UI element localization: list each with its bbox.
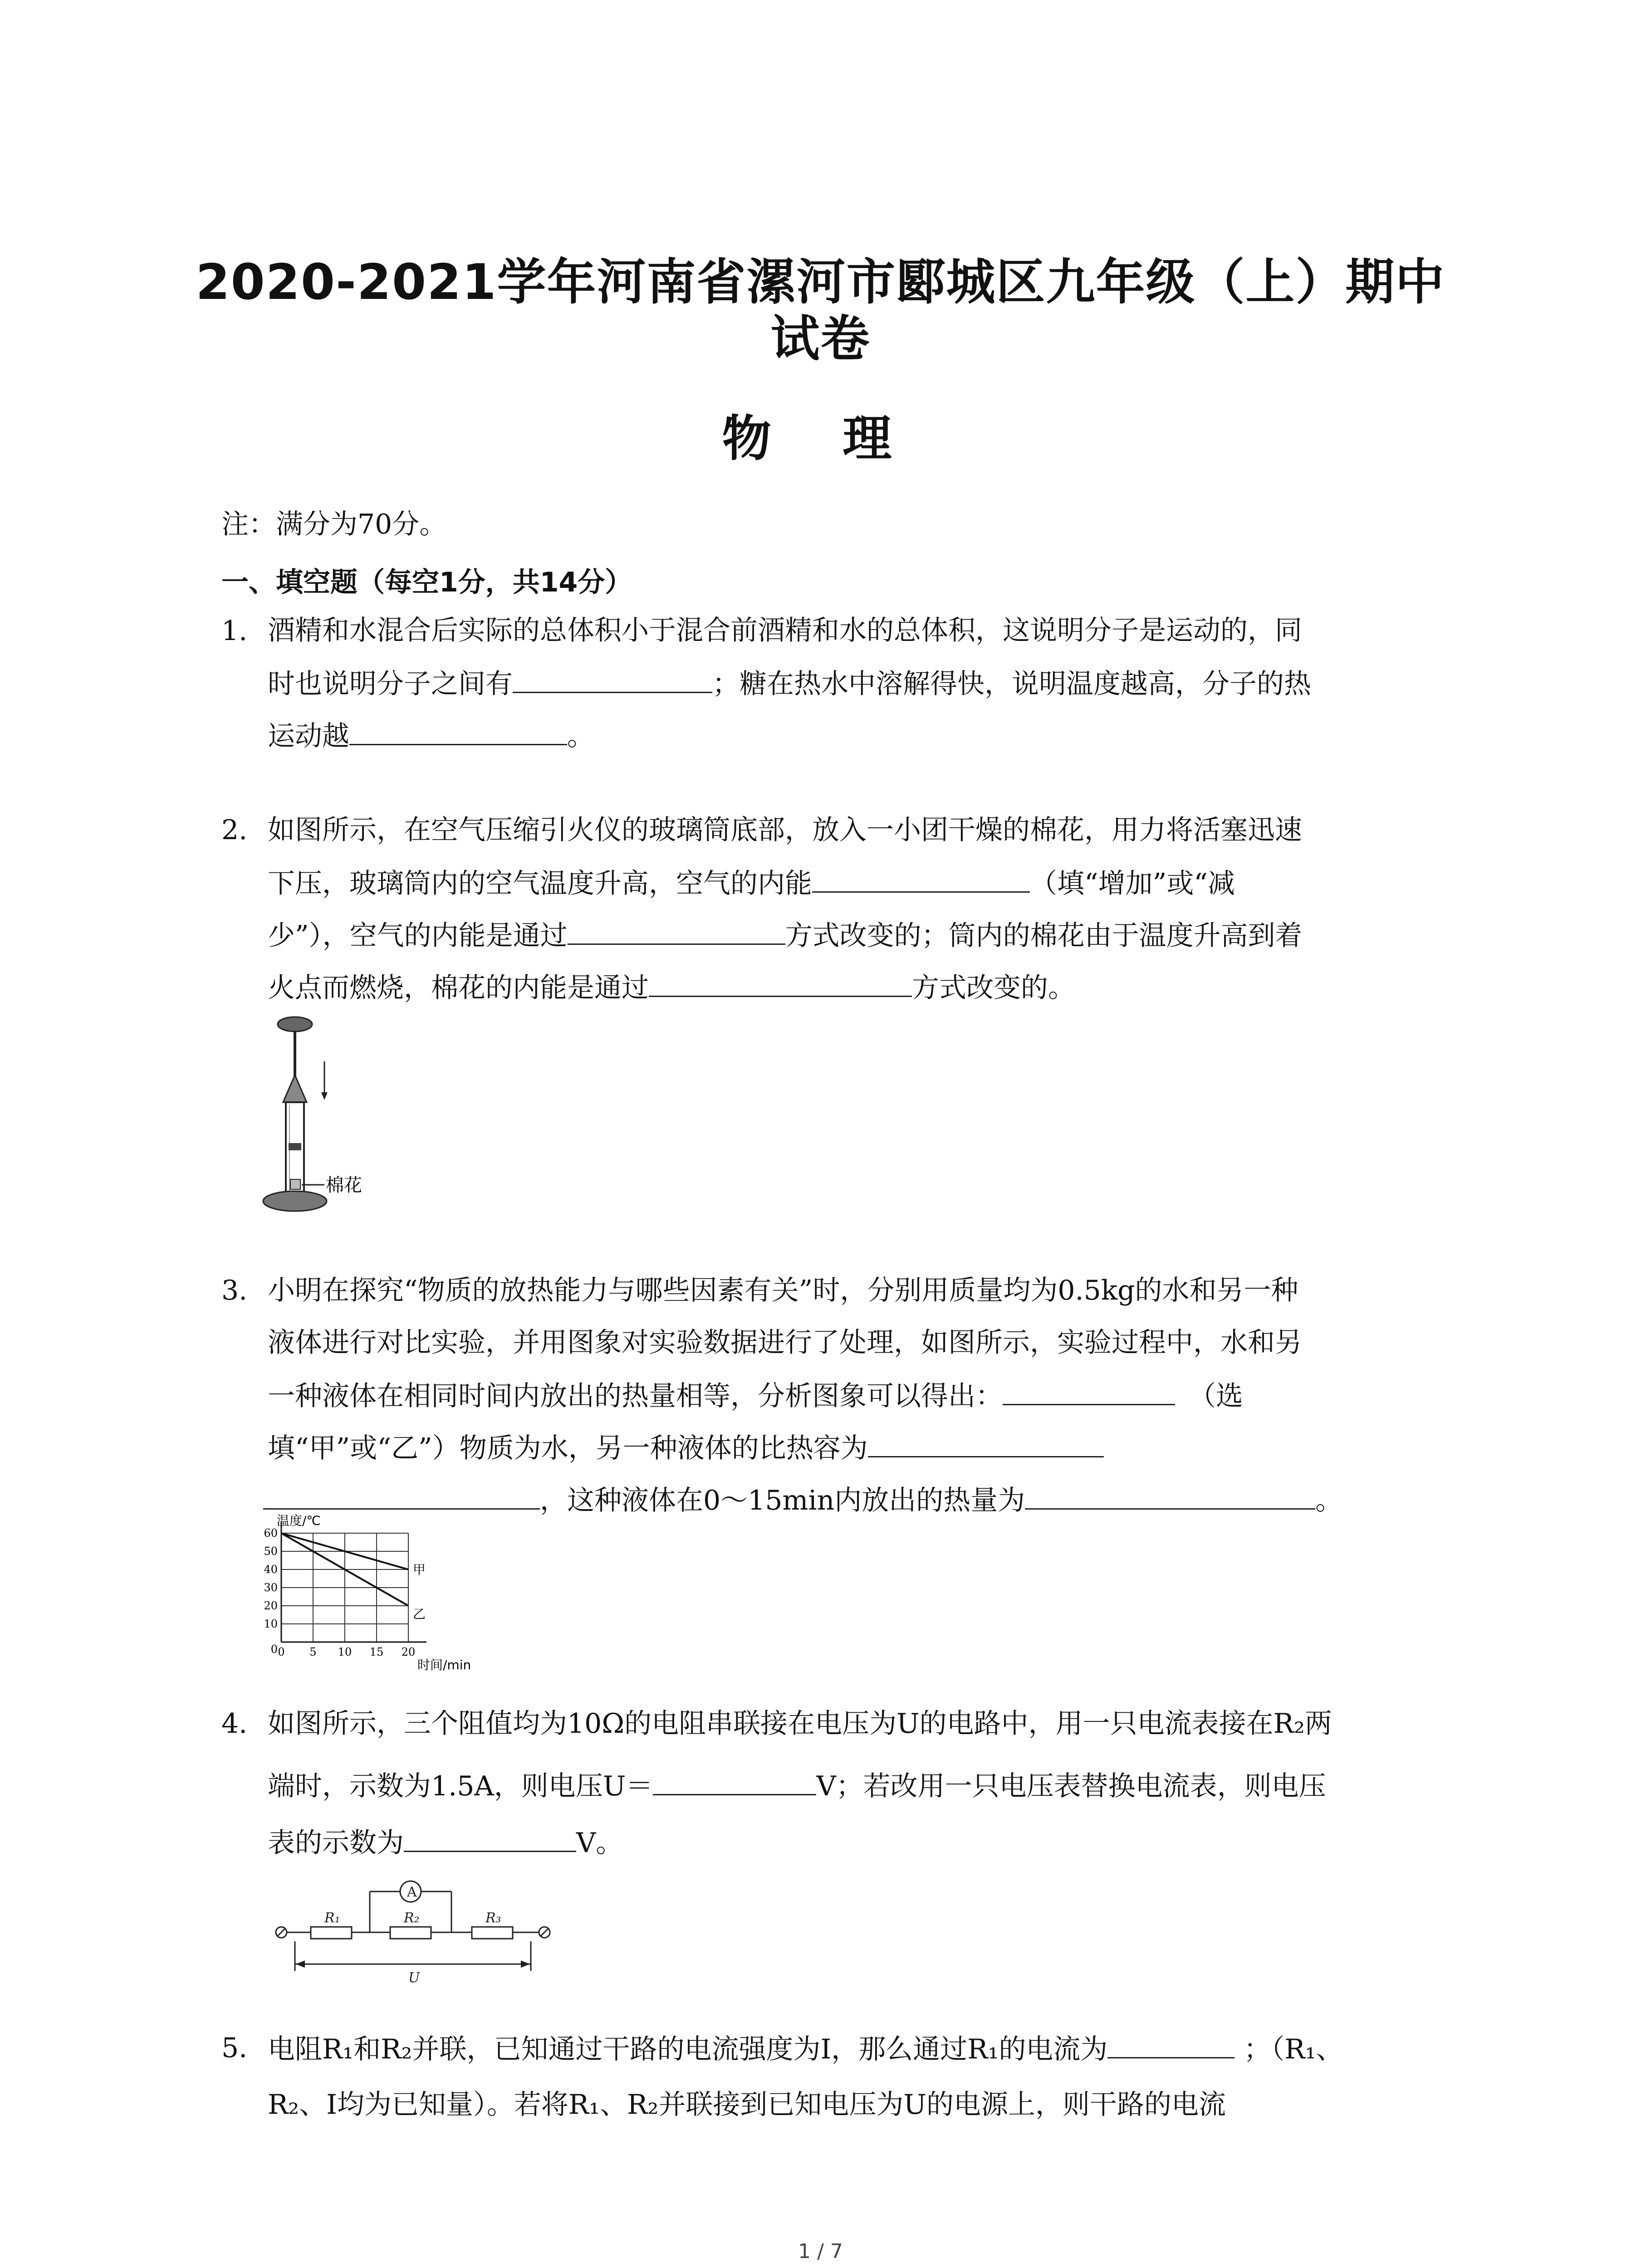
answer-blank[interactable] bbox=[513, 665, 712, 693]
answer-blank[interactable] bbox=[868, 1429, 1104, 1457]
q5-text: ；（R₁、 bbox=[1244, 2033, 1343, 2065]
question-3-number: 3. bbox=[221, 1275, 248, 1306]
q2-text: （填“增加”或“减 bbox=[1030, 868, 1235, 899]
question-2-number: 2. bbox=[221, 814, 248, 846]
voltage-u-label: U bbox=[408, 1970, 420, 1986]
title-line-1: 2020-2021学年河南省漯河市郾城区九年级（上）期中 bbox=[196, 254, 1445, 311]
y-axis-title: 温度/℃ bbox=[277, 1513, 321, 1528]
series-label: 乙 bbox=[413, 1607, 426, 1622]
x-tick-label: 15 bbox=[369, 1646, 384, 1658]
y-tick-label: 40 bbox=[264, 1563, 278, 1576]
y-tick-label: 10 bbox=[264, 1618, 278, 1630]
series-label: 甲 bbox=[413, 1562, 426, 1577]
q5-text: 电阻R₁和R₂并联，已知通过干路的电流强度为I，那么通过R₁的电流为 bbox=[268, 2033, 1108, 2065]
temperature-time-chart bbox=[254, 1513, 508, 1672]
q3-line-2: 液体进行对比实验，并用图象对实验数据进行了处理，如图所示，实验过程中，水和另 bbox=[268, 1327, 1302, 1359]
q2-line-3 bbox=[268, 916, 1303, 954]
q4-line-1: 如图所示，三个阻值均为10Ω的电阻串联接在电压为U的电路中，用一只电流表接在R₂两 bbox=[268, 1708, 1332, 1740]
score-note: 注：满分为70分。 bbox=[221, 508, 447, 540]
q2-text: 下压，玻璃筒内的空气温度升高，空气的内能 bbox=[268, 868, 812, 899]
q4-text: V。 bbox=[576, 1827, 623, 1859]
r2-label: R₂ bbox=[404, 1910, 420, 1926]
q5-line-1 bbox=[268, 2030, 1343, 2068]
q1-text: 。 bbox=[567, 720, 594, 752]
series-circuit-figure bbox=[254, 1869, 572, 1987]
ammeter-label: A bbox=[407, 1884, 417, 1900]
y-tick-label: 50 bbox=[264, 1545, 278, 1558]
q3-text: 填“甲”或“乙”）物质为水，另一种液体的比热容为 bbox=[268, 1432, 868, 1464]
q3-text: 一种液体在相同时间内放出的热量相等，分析图象可以得出： bbox=[268, 1380, 1003, 1412]
q1-line-1: 酒精和水混合后实际的总体积小于混合前酒精和水的总体积，这说明分子是运动的，同 bbox=[268, 615, 1302, 646]
question-5-number: 5. bbox=[221, 2032, 248, 2064]
q3-line-3 bbox=[268, 1377, 1243, 1414]
q1-text: ；糖在热水中溶解得快，说明温度越高，分子的热 bbox=[712, 668, 1311, 700]
fire-syringe-figure bbox=[263, 1012, 399, 1220]
y-tick-label: 60 bbox=[264, 1527, 278, 1540]
q3-text: 。 bbox=[1315, 1485, 1343, 1516]
q4-line-2 bbox=[268, 1767, 1326, 1804]
q1-text: 运动越 bbox=[268, 720, 349, 752]
question-4-number: 4. bbox=[221, 1708, 248, 1740]
q2-line-4 bbox=[268, 968, 1075, 1006]
q3-line-1: 小明在探究“物质的放热能力与哪些因素有关”时，分别用质量均为0.5kg的水和另一种 bbox=[268, 1275, 1298, 1306]
q4-line-3 bbox=[268, 1823, 623, 1861]
q5-line-2: R₂、I均为已知量）。若将R₁、R₂并联接到已知电压为U的电源上，则干路的电流 bbox=[268, 2089, 1226, 2121]
page-number: 1 / 7 bbox=[798, 2240, 843, 2263]
answer-blank[interactable] bbox=[349, 717, 567, 745]
answer-blank[interactable] bbox=[1107, 2030, 1234, 2058]
q2-text: 方式改变的；筒内的棉花由于温度升高到着 bbox=[785, 920, 1303, 952]
x-tick-label: 5 bbox=[309, 1646, 317, 1658]
q3-line-5 bbox=[263, 1481, 1342, 1519]
q1-line-2 bbox=[268, 665, 1311, 702]
answer-blank[interactable] bbox=[649, 968, 912, 997]
r1-label: R₁ bbox=[324, 1910, 340, 1926]
q4-text: V；若改用一只电压表替换电流表，则电压 bbox=[816, 1770, 1326, 1802]
y-tick-label: 30 bbox=[264, 1581, 278, 1594]
q2-text: 方式改变的。 bbox=[912, 972, 1075, 1004]
q3-line-4 bbox=[268, 1429, 1104, 1466]
answer-blank[interactable] bbox=[263, 1481, 540, 1510]
answer-blank[interactable] bbox=[1003, 1377, 1175, 1405]
answer-blank[interactable] bbox=[568, 916, 785, 945]
section-heading: 一、填空题（每空1分，共14分） bbox=[221, 567, 632, 598]
r3-label: R₃ bbox=[485, 1910, 501, 1926]
subject-title: 物 理 bbox=[722, 410, 919, 467]
title-line-2: 试卷 bbox=[770, 311, 871, 367]
answer-blank[interactable] bbox=[404, 1823, 576, 1852]
x-tick-label: 10 bbox=[338, 1646, 352, 1658]
y-tick-label: 20 bbox=[264, 1599, 278, 1612]
x-tick-label: 0 bbox=[278, 1646, 285, 1658]
q1-line-3 bbox=[268, 717, 594, 754]
answer-blank[interactable] bbox=[653, 1767, 816, 1795]
q2-text: 少”），空气的内能是通过 bbox=[268, 920, 568, 952]
q2-line-2 bbox=[268, 864, 1235, 902]
cotton-label: 棉花 bbox=[326, 1175, 362, 1196]
question-1-number: 1. bbox=[221, 615, 248, 647]
answer-blank[interactable] bbox=[1025, 1481, 1315, 1510]
origin-label: 0 bbox=[270, 1643, 278, 1656]
q3-text: （选 bbox=[1189, 1380, 1243, 1412]
q2-text: 火点而燃烧，棉花的内能是通过 bbox=[268, 972, 649, 1004]
x-axis-title: 时间/min bbox=[417, 1657, 471, 1672]
q3-text: ，这种液体在0～15min内放出的热量为 bbox=[540, 1485, 1025, 1516]
q4-text: 表的示数为 bbox=[268, 1827, 404, 1859]
answer-blank[interactable] bbox=[812, 864, 1030, 893]
x-tick-label: 20 bbox=[401, 1646, 416, 1658]
q4-text: 端时，示数为1.5A，则电压U＝ bbox=[268, 1770, 653, 1802]
q1-text: 时也说明分子之间有 bbox=[268, 668, 513, 700]
q2-line-1: 如图所示，在空气压缩引火仪的玻璃筒底部，放入一小团干燥的棉花，用力将活塞迅速 bbox=[268, 814, 1302, 846]
